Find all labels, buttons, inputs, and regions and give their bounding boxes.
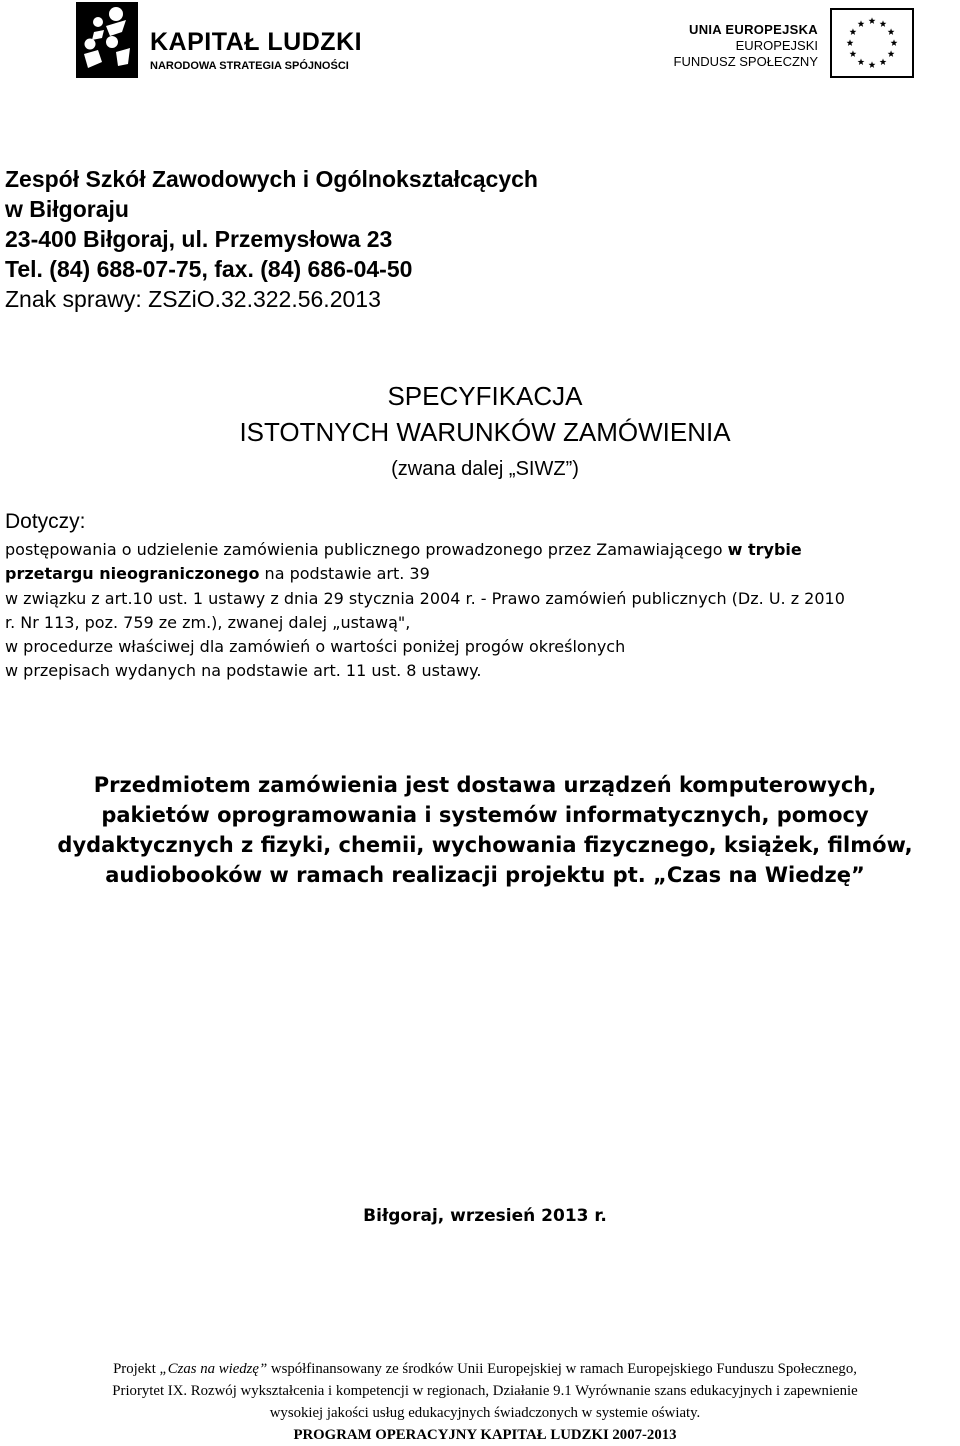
body-text: na podstawie art. 39 [259, 564, 430, 584]
footer-project-name: „Czas na wiedzę” [159, 1361, 268, 1377]
school-city: w Biłgoraju [5, 196, 129, 222]
footer-line: Priorytet IX. Rozwój wykształcenia i kompetencji w regionach, Działanie 9.1 Wyrównanie szans edukacyjnych i zapewnienie [112, 1383, 858, 1399]
school-address: 23-400 Biłgoraj, ul. Przemysłowa 23 [5, 226, 393, 252]
school-phone: Tel. (84) 688-07-75, fax. (84) 686-04-50 [5, 256, 413, 282]
procedure-paragraph [5, 538, 955, 684]
body-line [5, 562, 955, 586]
kapital-ludzki-subtitle: NARODOWA STRATEGIA SPÓJNOŚCI [150, 60, 349, 72]
footer-line: wysokiej jakości usług edukacyjnych świadczonych w systemie oświaty. [269, 1405, 701, 1421]
case-number: Znak sprawy: ZSZiO.32.322.56.2013 [5, 286, 381, 312]
footer-program: PROGRAM OPERACYJNY KAPITAŁ LUDZKI 2007-2013 [293, 1427, 677, 1443]
place-date: Biłgoraj, wrzesień 2013 r. [363, 1206, 607, 1226]
footer-text: współfinansowany ze środków Unii Europejskiej w ramach Europejskiego Funduszu Społecznego, [267, 1361, 857, 1377]
eu-logo [673, 2, 916, 78]
eu-logo-line3: FUNDUSZ SPOŁECZNY [673, 54, 818, 69]
dotyczy-label: Dotyczy: [5, 510, 86, 533]
body-bold: w trybie [727, 540, 802, 559]
subject-line: pakietów oprogramowania i systemów informatycznych, pomocy [101, 803, 869, 827]
footer-line [0, 1358, 960, 1380]
project-footer [0, 1358, 960, 1446]
body-text: postępowania o udzielenie zamówienia publicznego prowadzonego przez Zamawiającego [5, 540, 728, 559]
body-line: w procedurze właściwej dla zamówień o wartości poniżej progów określonych [5, 637, 626, 657]
body-line: r. Nr 113, poz. 759 ze zm.), zwanej dalej „ustawą", [5, 612, 411, 632]
kapital-ludzki-title: KAPITAŁ LUDZKI [150, 28, 363, 56]
body-line [5, 538, 955, 562]
doc-title-line1: SPECYFIKACJA [387, 381, 583, 411]
footer-text: Projekt [113, 1361, 160, 1377]
eu-stars-flag-icon [830, 8, 914, 78]
subject-line: Przedmiotem zamówienia jest dostawa urządzeń komputerowych, [93, 773, 877, 797]
order-subject [10, 770, 960, 890]
body-line: w związku z art.10 ust. 1 ustawy z dnia 29 stycznia 2004 r. - Prawo zamówień publicznych (Dz. U. z 2010 [5, 588, 845, 608]
eu-logo-line2: EUROPEJSKI [735, 38, 818, 53]
school-name: Zespół Szkół Zawodowych i Ogólnokształcących [5, 166, 538, 192]
school-info [5, 164, 538, 314]
subject-line: dydaktycznych z fizyki, chemii, wychowania fizycznego, książek, filmów, [57, 833, 913, 857]
kapital-ludzki-figures-icon [76, 2, 138, 78]
body-bold: przetargu nieograniczonego [5, 564, 260, 584]
doc-title-line3: (zwana dalej „SIWZ”) [391, 458, 579, 480]
eu-logo-line1: UNIA EUROPEJSKA [689, 22, 818, 37]
kapital-ludzki-logo [76, 2, 363, 80]
subject-line: audiobooków w ramach realizacji projektu pt. „Czas na Wiedzę” [105, 863, 865, 887]
doc-title-line2: ISTOTNYCH WARUNKÓW ZAMÓWIENIA [239, 417, 731, 447]
body-line: w przepisach wydanych na podstawie art. 11 ust. 8 ustawy. [5, 661, 482, 681]
